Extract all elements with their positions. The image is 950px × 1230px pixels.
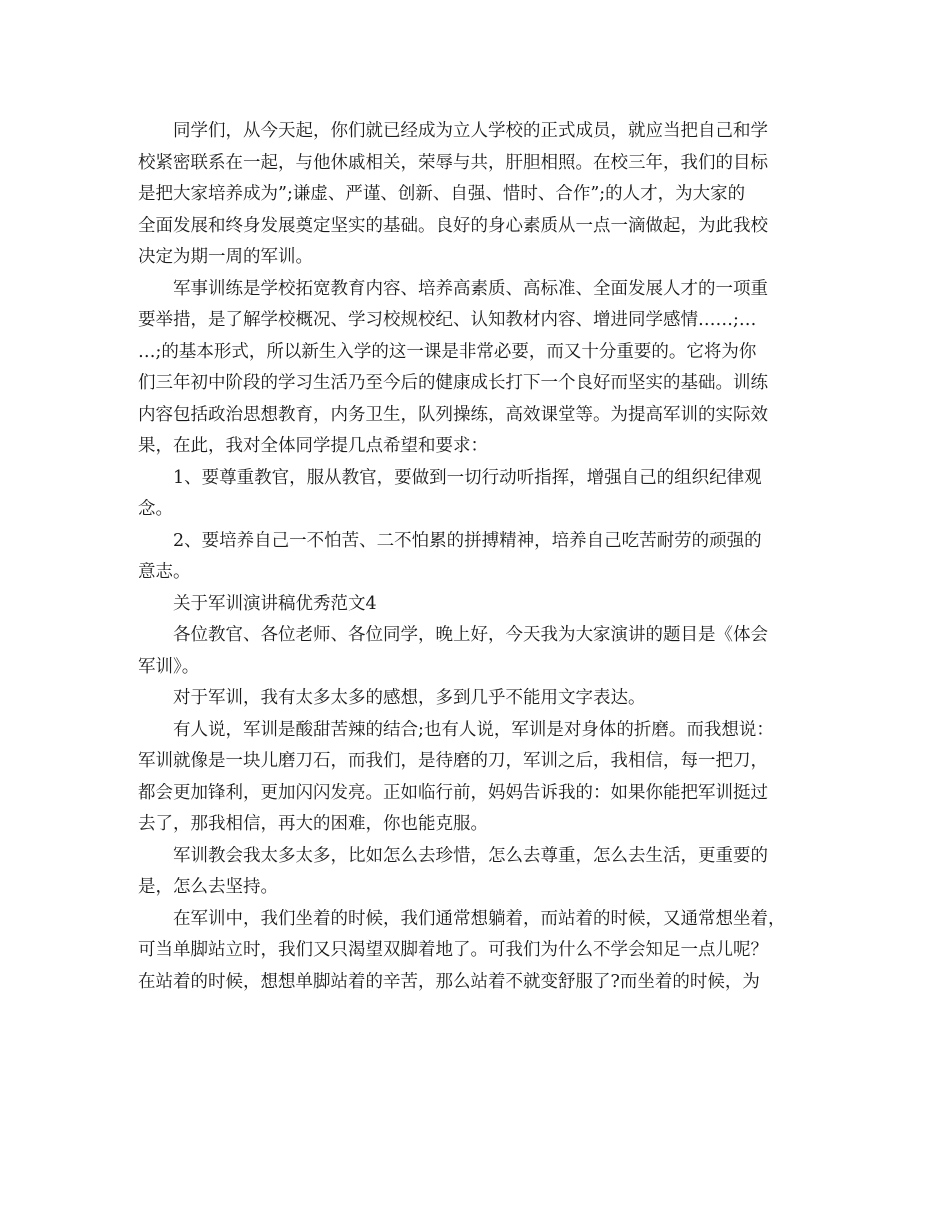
text-line: …;的基本形式，所以新生入学的这一课是非常必要，而又十分重要的。它将为你 (138, 341, 757, 362)
text-line: 们三年初中阶段的学习生活乃至今后的健康成长打下一个良好而坚实的基础。训练 (138, 373, 768, 393)
text-line: 对于军训，我有太多太多的感想，多到几乎不能用文字表达。 (173, 688, 646, 708)
text-line: 去了，那我相信，再大的困难，你也能克服。 (138, 814, 488, 834)
text-line: 是，怎么去坚持。 (138, 877, 278, 897)
text-line: 军事训练是学校拓宽教育内容、培养高素质、高标准、全面发展人才的一项重 (173, 278, 768, 299)
text-line: 决定为期一周的军训。 (138, 247, 313, 267)
section-heading: 关于军训演讲稿优秀范文4 (173, 593, 377, 614)
text-line: 军训就像是一块儿磨刀石，而我们，是待磨的刀，军训之后，我相信，每一把刀， (138, 751, 768, 771)
text-line: 在站着的时候，想想单脚站着的辛苦，那么站着不就变舒服了?而坐着的时候，为 (138, 971, 760, 992)
text-line: 要举措，是了解学校概况、学习校规校纪、认知教材内容、增进同学感情……;… (138, 310, 757, 330)
text-line: 1、要尊重教官，服从教官，要做到一切行动听指挥，增强自己的组织纪律观 (173, 467, 762, 488)
text-line: 同学们，从今天起，你们就已经成为立人学校的正式成员，就应当把自己和学 (173, 121, 768, 141)
text-line: 全面发展和终身发展奠定坚实的基础。良好的身心素质从一点一滴做起，为此我校 (138, 215, 768, 236)
text-line: 内容包括政治思想教育，内务卫生，队列操练，高效课堂等。为提高军训的实际效 (138, 404, 768, 425)
text-line: 校紧密联系在一起，与他休戚相关，荣辱与共，肝胆相照。在校三年，我们的目标 (138, 152, 768, 173)
text-line: 2、要培养自己一不怕苦、二不怕累的拼搏精神，培养自己吃苦耐劳的顽强的 (173, 530, 762, 551)
text-line: 念。 (138, 499, 173, 519)
text-line: 在军训中，我们坐着的时候，我们通常想躺着，而站着的时候，又通常想坐着， (173, 908, 786, 929)
text-line: 有人说，军训是酸甜苦辣的结合;也有人说，军训是对身体的折磨。而我想说： (173, 719, 774, 740)
document-body (138, 116, 818, 998)
text-line: 是把大家培养成为”;谦虚、严谨、创新、自强、惜时、合作”;的人才，为大家的 (138, 184, 746, 204)
text-line: 果，在此，我对全体同学提几点希望和要求： (138, 436, 488, 456)
text-line: 意志。 (138, 562, 191, 582)
text-line: 可当单脚站立时，我们又只渴望双脚着地了。可我们为什么不学会知足一点儿呢？ (138, 940, 768, 960)
text-line: 都会更加锋利，更加闪闪发亮。正如临行前，妈妈告诉我的：如果你能把军训挺过 (138, 782, 768, 803)
text-line: 军训》。 (138, 656, 200, 677)
text-line: 军训教会我太多太多，比如怎么去珍惜，怎么去尊重，怎么去生活，更重要的 (173, 845, 768, 866)
text-line: 各位教官、各位老师、各位同学，晚上好，今天我为大家演讲的题目是《体会 (173, 625, 768, 645)
